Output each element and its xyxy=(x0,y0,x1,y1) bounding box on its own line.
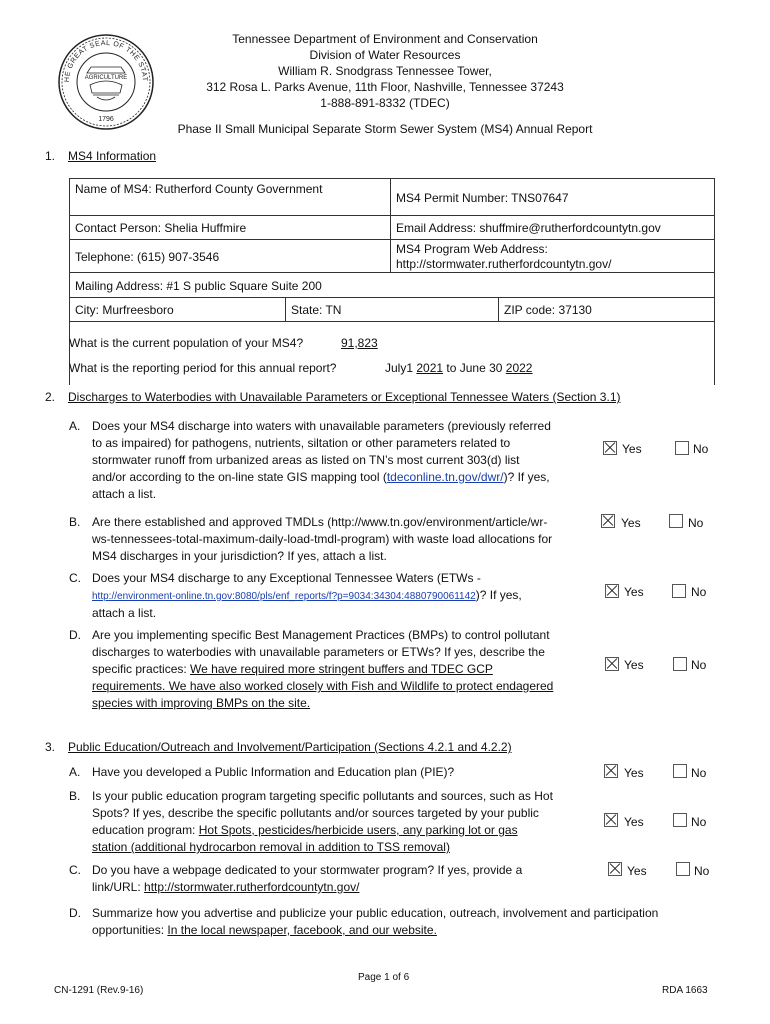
etw-report-link[interactable]: http://environment-online.tn.gov:8080/pls/enf_reports/f?p=9034:34304:4880790061142 xyxy=(92,591,476,602)
q3a-yes-label: Yes xyxy=(624,766,644,780)
section-1-title: MS4 Information xyxy=(68,149,157,163)
q2b-letter: B. xyxy=(69,515,81,529)
section-2-number: 2. xyxy=(45,390,56,404)
svg-text:1796: 1796 xyxy=(98,116,114,123)
q3b-yes-checkbox[interactable] xyxy=(604,813,618,827)
q2a-line-text: )? If yes, xyxy=(503,470,550,484)
report-title: Phase II Small Municipal Separate Storm Sewer System (MS4) Annual Report xyxy=(177,122,593,136)
agency-phone: 1-888-891-8332 (TDEC) xyxy=(320,96,450,110)
q3a-letter: A. xyxy=(69,765,81,779)
page-number: Page 1 of 6 xyxy=(358,972,410,983)
q3c-no-checkbox[interactable] xyxy=(676,862,690,876)
section-1-number: 1. xyxy=(45,149,56,163)
period-end-text: to June 30 xyxy=(443,361,506,375)
table-border-right xyxy=(714,321,715,385)
q2a-no-checkbox[interactable] xyxy=(675,441,689,455)
q3b-line xyxy=(92,822,592,839)
q3a-no-label: No xyxy=(691,766,707,780)
q3c-yes-label: Yes xyxy=(627,864,647,878)
q3c-text xyxy=(92,862,592,896)
form-number: CN-1291 (Rev.9-16) xyxy=(54,985,144,996)
q2a-text xyxy=(92,418,592,503)
q3d-letter: D. xyxy=(69,906,81,920)
telephone-field[interactable]: Telephone: (615) 907-3546 xyxy=(69,239,391,273)
q2b-no-checkbox[interactable] xyxy=(669,514,683,528)
division-name: Division of Water Resources xyxy=(309,48,461,62)
q2d-line: discharges to waterbodies with unavailable parameters or ETWs? If yes, describe the xyxy=(92,645,545,659)
q2d-text xyxy=(92,627,592,712)
q3b-letter: B. xyxy=(69,789,81,803)
q2a-line: Does your MS4 discharge into waters with unavailable parameters (previously referred xyxy=(92,419,551,433)
q2c-line-text: )? If yes, xyxy=(475,588,522,602)
svg-text:THE GREAT SEAL OF THE STATE: HE GREAT SEAL OF THE STAT xyxy=(63,39,149,83)
q3b-line: Is your public education program targeting specific pollutants and sources, such as Hot xyxy=(92,789,553,803)
agency-address: 312 Rosa L. Parks Avenue, 11th Floor, Nashville, Tennessee 37243 xyxy=(206,80,564,94)
email-field[interactable]: Email Address: shuffmire@rutherfordcountytn.gov xyxy=(390,215,715,240)
q2b-yes-checkbox[interactable] xyxy=(601,514,615,528)
table-border-left xyxy=(69,321,70,385)
mailing-address-field[interactable]: Mailing Address: #1 S public Square Suite 200 xyxy=(69,272,715,298)
q2c-line: attach a list. xyxy=(92,606,157,620)
q3c-line xyxy=(92,879,592,896)
q2d-line-text: specific practices: xyxy=(92,662,191,676)
q3b-text xyxy=(92,788,592,856)
web-address-url: http://stormwater.rutherfordcountytn.gov/ xyxy=(396,257,612,271)
q2c-yes-checkbox[interactable] xyxy=(605,584,619,598)
q2d-yes-label: Yes xyxy=(624,658,644,672)
q2d-line: Are you implementing specific Best Management Practices (BMPs) to control pollutant xyxy=(92,628,550,642)
city-field[interactable]: City: Murfreesboro xyxy=(69,297,286,322)
q3d-answer-text[interactable]: In the local newspaper, facebook, and our website. xyxy=(167,923,437,937)
q2d-answer-text[interactable]: requirements. We have also worked closely with Fish and Wildlife to protect endagered xyxy=(92,679,554,693)
q3c-yes-checkbox[interactable] xyxy=(608,862,622,876)
q2a-line: to as impaired) for pathogens, nutrients, siltation or other parameters related to xyxy=(92,436,511,450)
state-field[interactable]: State: TN xyxy=(285,297,499,322)
q2a-yes-label: Yes xyxy=(622,442,642,456)
q2a-yes-checkbox[interactable] xyxy=(603,441,617,455)
ms4-name-field[interactable]: Name of MS4: Rutherford County Government xyxy=(69,178,391,216)
q3b-yes-label: Yes xyxy=(624,815,644,829)
stormwater-webpage-link[interactable]: http://stormwater.rutherfordcountytn.gov/ xyxy=(144,880,360,894)
q2a-no-label: No xyxy=(693,442,709,456)
q3b-no-checkbox[interactable] xyxy=(673,813,687,827)
q3b-no-label: No xyxy=(691,815,707,829)
q2d-no-label: No xyxy=(691,658,707,672)
building-name: William R. Snodgrass Tennessee Tower, xyxy=(278,64,492,78)
q3d-text xyxy=(92,905,712,939)
q2d-answer-text[interactable]: We have required more stringent buffers and TDEC GCP xyxy=(190,662,493,676)
population-question: What is the current population of your MS4? xyxy=(69,336,304,350)
q2b-text xyxy=(92,514,592,565)
q3b-answer-text[interactable]: station (additional hydrocarbon removal in addition to TSS removal) xyxy=(92,840,450,854)
q2d-letter: D. xyxy=(69,628,81,642)
period-answer[interactable] xyxy=(385,361,532,375)
q2a-line: stormwater runoff from urbanized areas as listed on TN’s most current 303(d) list xyxy=(92,453,520,467)
q3c-no-label: No xyxy=(694,864,710,878)
q2c-no-checkbox[interactable] xyxy=(672,584,686,598)
permit-number-field[interactable]: MS4 Permit Number: TNS07647 xyxy=(390,178,715,216)
q3d-line: Summarize how you advertise and publicize your public education, outreach, involvement and participation xyxy=(92,906,659,920)
q2b-no-label: No xyxy=(688,516,704,530)
period-question: What is the reporting period for this annual report? xyxy=(69,361,337,375)
q2c-text xyxy=(92,570,592,622)
state-seal xyxy=(57,33,155,131)
web-address-field[interactable] xyxy=(390,239,715,273)
q2c-letter: C. xyxy=(69,571,81,585)
q2b-line: Are there established and approved TMDLs (http://www.tn.gov/environment/article/wr- xyxy=(92,515,548,529)
agency-name: Tennessee Department of Environment and Conservation xyxy=(232,32,538,46)
gis-mapping-link[interactable]: tdeconline.tn.gov/dwr/ xyxy=(386,470,504,484)
q3b-line: Spots? If yes, describe the specific pollutants and/or sources targeted by your public xyxy=(92,806,539,820)
q3c-line: Do you have a webpage dedicated to your stormwater program? If yes, provide a xyxy=(92,863,523,877)
section-3-number: 3. xyxy=(45,740,56,754)
q2a-letter: A. xyxy=(69,419,81,433)
q3b-line-text: education program: xyxy=(92,823,199,837)
q2d-yes-checkbox[interactable] xyxy=(605,657,619,671)
q2c-yes-label: Yes xyxy=(624,585,644,599)
period-start-year: 2021 xyxy=(416,361,444,375)
rda-number: RDA 1663 xyxy=(662,985,708,996)
q2c-no-label: No xyxy=(691,585,707,599)
population-answer[interactable]: 91,823 xyxy=(341,336,378,350)
q2a-line xyxy=(92,469,592,486)
q3a-no-checkbox[interactable] xyxy=(673,764,687,778)
q3b-answer-text[interactable]: Hot Spots, pesticides/herbicide users, any parking lot or gas xyxy=(198,823,518,837)
q3a-yes-checkbox[interactable] xyxy=(604,764,618,778)
q2c-line: Does your MS4 discharge to any Exceptional Tennessee Waters (ETWs - xyxy=(92,571,481,585)
q2c-line xyxy=(92,587,592,605)
q3a-text: Have you developed a Public Information and Education plan (PIE)? xyxy=(92,765,455,779)
q3d-line xyxy=(92,922,712,939)
q2b-line: MS4 discharges in your jurisdiction? If yes, attach a list. xyxy=(92,549,387,563)
zip-field[interactable]: ZIP code: 37130 xyxy=(498,297,715,322)
contact-person-field[interactable]: Contact Person: Shelia Huffmire xyxy=(69,215,391,240)
q2a-line-text: and/or according to the on-line state GIS mapping tool ( xyxy=(92,470,387,484)
q3c-letter: C. xyxy=(69,863,81,877)
section-3-title: Public Education/Outreach and Involvement/Participation (Sections 4.2.1 and 4.2.2) xyxy=(68,740,512,754)
q2d-no-checkbox[interactable] xyxy=(673,657,687,671)
section-2-title: Discharges to Waterbodies with Unavailable Parameters or Exceptional Tennessee Waters (Section 3.1) xyxy=(68,390,621,404)
q2b-line: ws-tennessees-total-maximum-daily-load-tmdl-program) with waste load allocations for xyxy=(92,532,553,546)
q3d-line-text: opportunities: xyxy=(92,923,168,937)
q2d-answer-text[interactable]: species with improving BMPs on the site. xyxy=(92,696,311,710)
period-start-text: July1 xyxy=(385,361,417,375)
q2b-yes-label: Yes xyxy=(621,516,641,530)
period-end-year: 2022 xyxy=(505,361,533,375)
web-address-label: MS4 Program Web Address: xyxy=(396,242,548,256)
q3c-line-text: link/URL: xyxy=(92,880,145,894)
q2a-line: attach a list. xyxy=(92,487,157,501)
svg-text:AGRICULTURE: AGRICULTURE xyxy=(84,75,128,81)
q2d-line xyxy=(92,661,592,678)
